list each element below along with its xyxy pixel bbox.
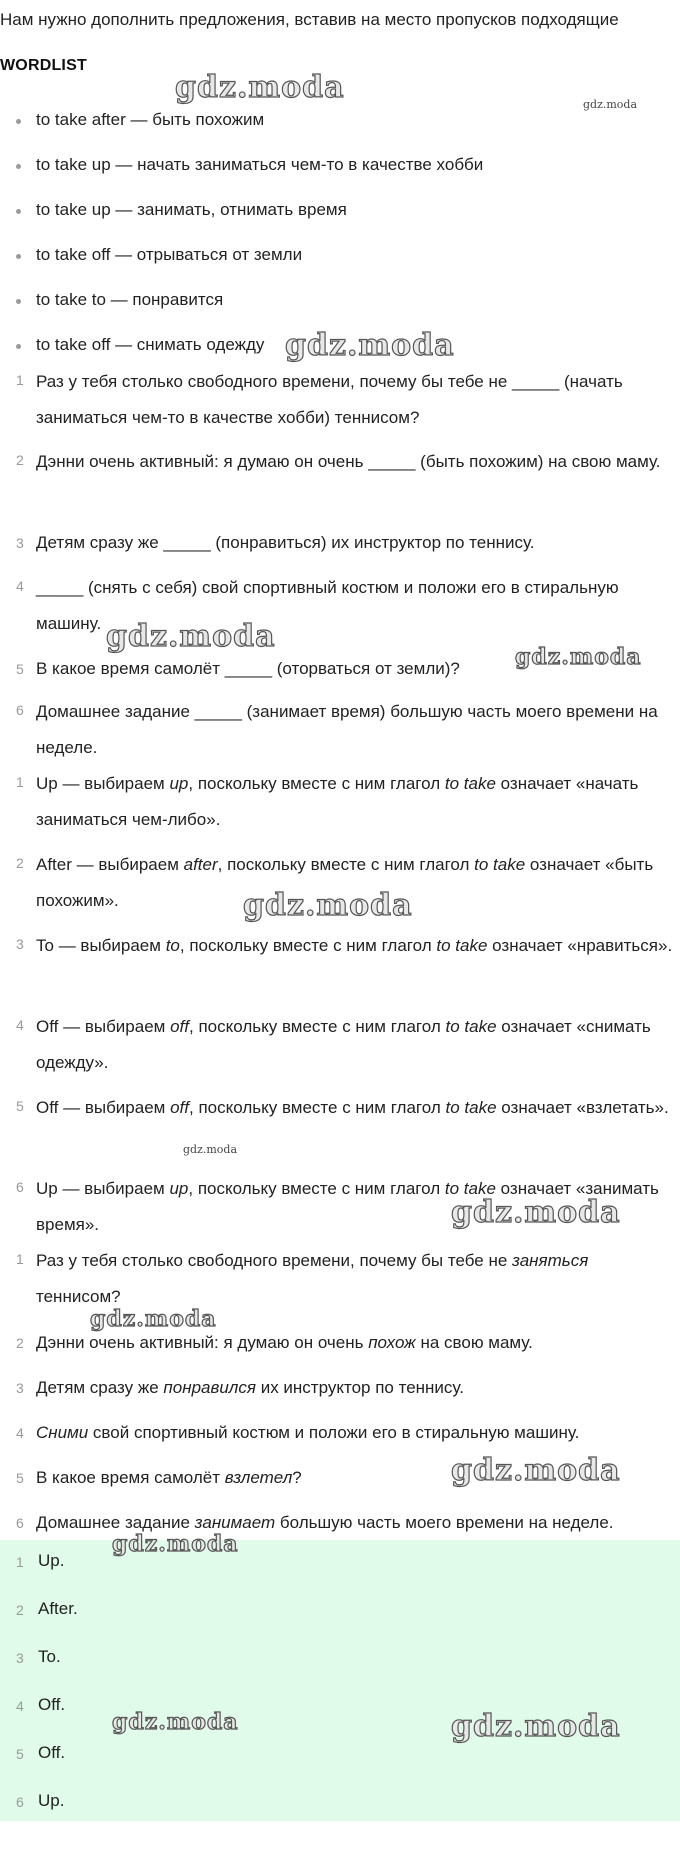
bullet-icon — [16, 344, 21, 349]
watermark: gdz.moda — [451, 1195, 621, 1230]
answers-panel — [0, 1540, 680, 1821]
wordlist-item: to take up — начать заниматься чем-то в качестве хобби — [0, 155, 680, 179]
watermark: gdz.moda — [243, 888, 413, 923]
watermark: gdz.moda — [106, 619, 276, 654]
bullet-icon — [16, 209, 21, 214]
answer-item: 2 After. — [16, 1599, 78, 1618]
watermark: gdz.moda — [451, 1709, 621, 1744]
intro-text: Нам нужно дополнить предложения, вставив на место пропусков подходящие — [0, 10, 619, 29]
wordlist-item: to take after — быть похожим — [0, 110, 680, 134]
wordlist-item: to take up — занимать, отнимать время — [0, 200, 680, 224]
answer-item: 5 Off. — [16, 1743, 66, 1762]
answer-item: 6 Up. — [16, 1791, 65, 1810]
bullet-icon — [16, 254, 21, 259]
bullet-icon — [16, 119, 21, 124]
wordlist-heading: WORDLIST — [0, 57, 87, 74]
watermark: gdz.moda — [112, 1709, 239, 1735]
answer-item: 4 Off. — [16, 1695, 66, 1714]
watermark: gdz.moda — [112, 1531, 239, 1557]
wordlist-item: to take to — понравится — [0, 290, 680, 314]
bullet-icon — [16, 164, 21, 169]
watermark: gdz.moda — [183, 1143, 238, 1156]
watermark: gdz.moda — [90, 1306, 217, 1332]
answer-item: 3 To. — [16, 1647, 61, 1666]
watermark: gdz.moda — [285, 328, 455, 363]
watermark: gdz.moda — [515, 644, 642, 670]
watermark: gdz.moda — [583, 98, 638, 111]
wordlist-item: to take off — отрываться от земли — [0, 245, 680, 269]
answer-item: 1 Up. — [16, 1551, 65, 1570]
wordlist-item: to take off — снимать одежду — [0, 335, 680, 359]
bullet-icon — [16, 299, 21, 304]
watermark: gdz.moda — [451, 1453, 621, 1488]
watermark: gdz.moda — [175, 70, 345, 105]
